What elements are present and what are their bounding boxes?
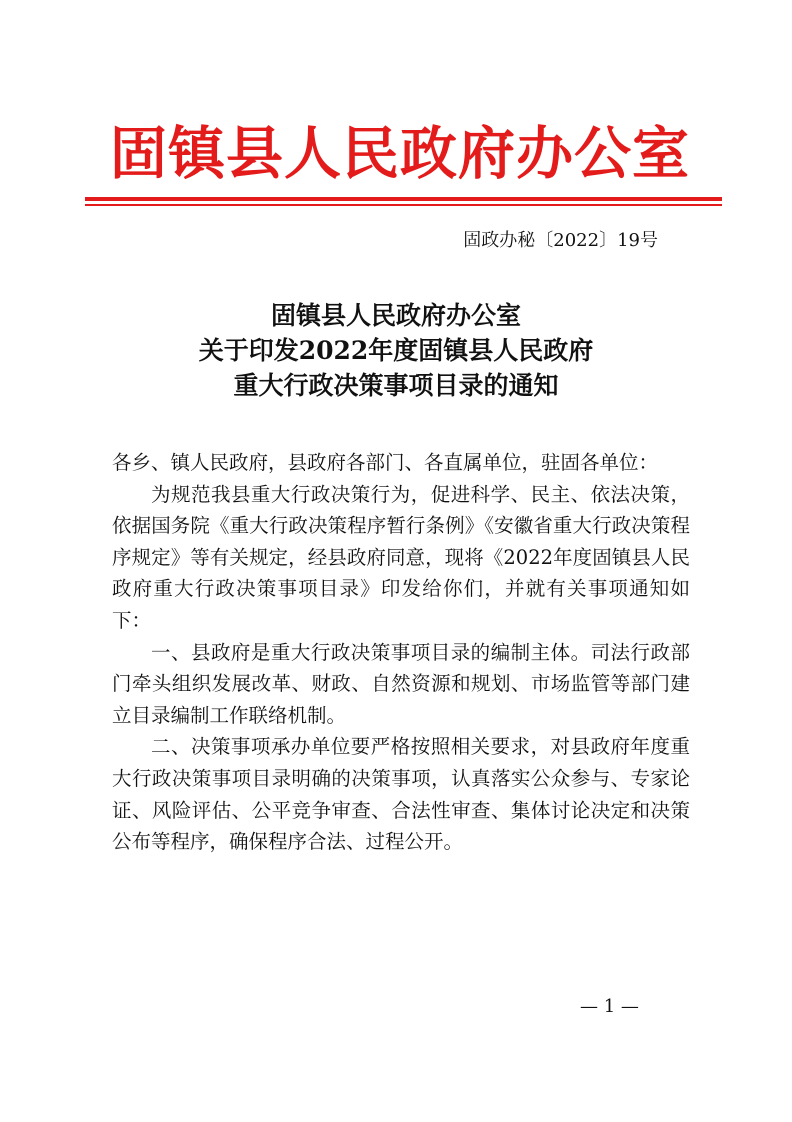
document-title (96, 298, 696, 403)
document-body (112, 447, 690, 858)
paragraph-intro: 为规范我县重大行政决策行为，促进科学、民主、依法决策，依据国务院《重大行政决策程序暂行条例》《安徽省重大行政决策程序规定》等有关规定，经县政府同意，现将《2022年度固镇县人民政府重大行政决策事项目录》印发给你们，并就有关事项通知如下： (112, 482, 690, 632)
paragraph-item-2: 二、决策事项承办单位要严格按照相关要求，对县政府年度重大行政决策事项目录明确的决策事项，认真落实公众参与、专家论证、风险评估、公平竞争审查、合法性审查、集体讨论决定和决策公布等程序，确保程序合法、过程公开。 (112, 735, 690, 854)
paragraph-item-1: 一、县政府是重大行政决策事项目录的编制主体。司法行政部门牵头组织发展改革、财政、自然资源和规划、市场监管等部门建立目录编制工作联络机制。 (112, 640, 690, 727)
document-number: 固政办秘〔2022〕19号 (463, 230, 658, 251)
title-line-2: 关于印发2022年度固镇县人民政府 (198, 336, 594, 365)
red-separator-thick (85, 197, 722, 201)
red-separator-thin (85, 204, 722, 206)
issuing-authority-header: 固镇县人民政府办公室 (110, 120, 690, 187)
title-line-1: 固镇县人民政府办公室 (270, 301, 521, 330)
salutation: 各乡、镇人民政府，县政府各部门、各直属单位，驻固各单位： (112, 451, 659, 474)
title-line-3: 重大行政决策事项目录的通知 (233, 371, 559, 400)
page-number: — 1 — (580, 996, 639, 1017)
